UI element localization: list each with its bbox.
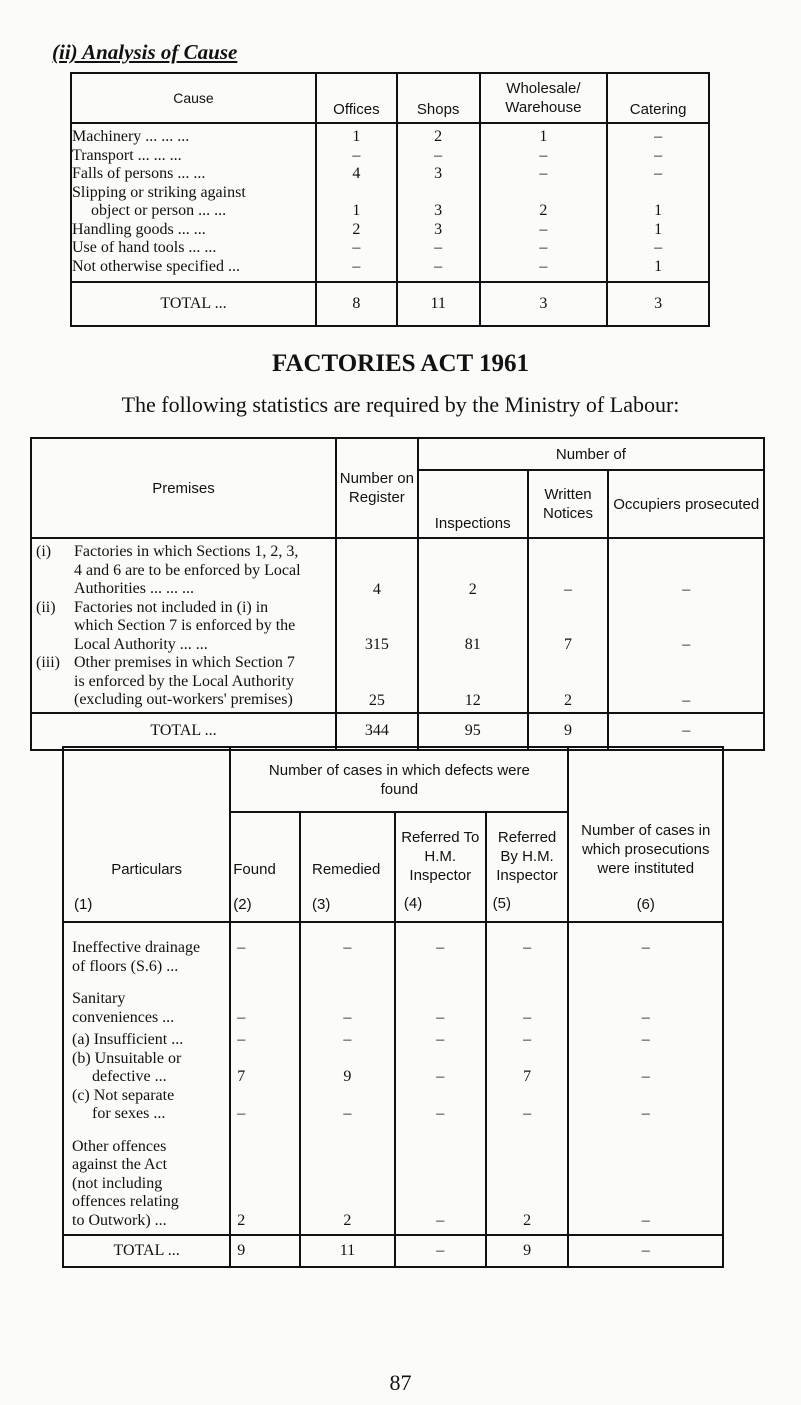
cell: – xyxy=(568,1087,723,1124)
row-text: Sanitary xyxy=(72,990,126,1007)
cell: 12 xyxy=(418,654,528,713)
row-text: for sexes ... xyxy=(92,1105,166,1122)
cell: – xyxy=(480,165,608,184)
cell: – xyxy=(395,1235,486,1267)
cell: – xyxy=(300,976,395,1027)
row-text: (a) Insufficient ... xyxy=(72,1031,184,1048)
col-offices: Offices xyxy=(316,73,397,123)
col-group-defects: Number of cases in which defects were found xyxy=(230,747,568,812)
cell xyxy=(607,184,709,203)
col-particulars xyxy=(63,747,230,922)
cell: 2 xyxy=(486,1124,569,1236)
cell: – xyxy=(230,1087,300,1124)
col-number: (3) xyxy=(312,896,331,913)
cell: – xyxy=(395,939,486,976)
cell: – xyxy=(395,976,486,1027)
row-text: Other premises in which Section 7 xyxy=(74,654,295,671)
cell: 11 xyxy=(300,1235,395,1267)
cell: 2 xyxy=(480,202,608,221)
defects-row xyxy=(63,1124,723,1236)
cause-header-row xyxy=(71,73,709,123)
col-number: (4) xyxy=(403,895,423,912)
row-text: Factories in which Sections 1, 2, 3, xyxy=(74,543,299,560)
cell: – xyxy=(395,1087,486,1124)
premises-row xyxy=(31,538,764,599)
cell: 2 xyxy=(397,128,480,147)
cell: – xyxy=(480,258,608,277)
cell: – xyxy=(395,1124,486,1236)
col-shops: Shops xyxy=(397,73,480,123)
cell: 3 xyxy=(397,221,480,240)
row-text: which Section 7 is enforced by the xyxy=(74,617,296,634)
cause-total-row xyxy=(71,282,709,326)
cell: – xyxy=(528,538,609,599)
cell: – xyxy=(568,939,723,976)
row-text: is enforced by the Local Authority xyxy=(74,672,294,690)
cause-row xyxy=(71,239,709,258)
total-label: TOTAL ... xyxy=(63,1235,230,1267)
cell: 1 xyxy=(607,258,709,277)
cause-label: object or person ... ... xyxy=(71,202,316,221)
cell: – xyxy=(486,1087,569,1124)
row-number: (ii) xyxy=(36,598,56,616)
row-text: offences relating xyxy=(72,1193,179,1210)
cause-row xyxy=(71,147,709,166)
cell: 1 xyxy=(607,221,709,240)
prosecutions-label: Number of cases in which prosecutions were instituted xyxy=(581,822,711,877)
col-register: Number on Register xyxy=(336,438,418,538)
referred-to-label: Referred To H.M. Inspector xyxy=(401,829,480,884)
cell: 1 xyxy=(316,128,397,147)
cell: – xyxy=(568,1027,723,1050)
cell: – xyxy=(480,147,608,166)
cell: 7 xyxy=(528,599,609,655)
cell: 4 xyxy=(336,538,418,599)
cell: 7 xyxy=(230,1050,300,1087)
defects-row xyxy=(63,1027,723,1050)
cell: 1 xyxy=(480,128,608,147)
cell: 3 xyxy=(480,282,608,326)
total-label: TOTAL ... xyxy=(31,713,336,750)
cell: 2 xyxy=(230,1124,300,1236)
row-text: (b) Unsuitable or xyxy=(72,1049,182,1067)
cell: – xyxy=(300,939,395,976)
factories-act-subtitle: The following statistics are required by the Ministry of Labour: xyxy=(121,392,680,417)
cell: 2 xyxy=(528,654,609,713)
cell: 4 xyxy=(316,165,397,184)
row-text: conveniences ... xyxy=(72,1008,175,1026)
found-label: Found xyxy=(233,861,276,878)
defects-row xyxy=(63,1087,723,1124)
cell: – xyxy=(607,147,709,166)
remedied-label: Remedied xyxy=(312,861,381,878)
defects-row xyxy=(63,1050,723,1087)
col-occupiers-prosecuted: Occupiers prosecuted xyxy=(608,470,764,538)
cell xyxy=(316,184,397,203)
col-wholesale: Wholesale/ Warehouse xyxy=(480,73,608,123)
cell: – xyxy=(397,239,480,258)
cell: – xyxy=(397,258,480,277)
cell: 8 xyxy=(316,282,397,326)
col-number: (6) xyxy=(636,896,655,913)
row-text: (c) Not separate xyxy=(72,1086,175,1104)
cell: 9 xyxy=(230,1235,300,1267)
cell: – xyxy=(395,1027,486,1050)
defects-total-row xyxy=(63,1235,723,1267)
row-text: Authorities ... ... ... xyxy=(74,580,194,597)
col-cause: Cause xyxy=(71,73,316,123)
col-remedied xyxy=(300,812,395,922)
cell: 2 xyxy=(418,538,528,599)
col-number-of: Number of xyxy=(418,438,764,470)
factories-act-title: FACTORIES ACT 1961 xyxy=(271,350,529,377)
cell: 81 xyxy=(418,599,528,655)
cell: – xyxy=(608,713,764,750)
cause-row xyxy=(71,184,709,203)
row-number: (iii) xyxy=(36,654,60,671)
cell: 7 xyxy=(486,1050,569,1087)
cause-label: Falls of persons ... ... xyxy=(71,165,316,184)
cell: 344 xyxy=(336,713,418,750)
cell xyxy=(480,184,608,203)
cause-label: Use of hand tools ... ... xyxy=(71,239,316,258)
cause-label: Slipping or striking against xyxy=(71,184,316,203)
cause-row xyxy=(71,202,709,221)
section-heading: (ii) Analysis of Cause xyxy=(52,40,238,64)
defects-table xyxy=(62,746,724,1268)
defects-row xyxy=(63,939,723,976)
col-premises: Premises xyxy=(31,438,336,538)
cause-row xyxy=(71,165,709,184)
cell: 95 xyxy=(418,713,528,750)
cell: 3 xyxy=(397,165,480,184)
cell: 9 xyxy=(486,1235,569,1267)
cause-row xyxy=(71,258,709,277)
premises-total-row xyxy=(31,713,764,750)
cause-row xyxy=(71,221,709,240)
cell: – xyxy=(607,239,709,258)
cell: 3 xyxy=(607,282,709,326)
cause-row xyxy=(71,128,709,147)
cell xyxy=(397,184,480,203)
row-text: to Outwork) ... xyxy=(72,1211,167,1229)
col-number: (1) xyxy=(74,896,93,913)
premises-row xyxy=(31,599,764,655)
cell: – xyxy=(608,599,764,655)
row-text: Local Authority ... ... xyxy=(74,635,208,653)
cell: – xyxy=(480,221,608,240)
cell: – xyxy=(486,976,569,1027)
cell: – xyxy=(608,654,764,713)
cell: – xyxy=(486,939,569,976)
col-catering: Catering xyxy=(607,73,709,123)
row-text: defective ... xyxy=(92,1068,167,1085)
premises-row xyxy=(31,654,764,713)
total-label: TOTAL ... xyxy=(71,282,316,326)
col-found xyxy=(230,812,300,922)
cell: – xyxy=(395,1050,486,1087)
cell: – xyxy=(480,239,608,258)
cell: – xyxy=(568,1124,723,1236)
cell: – xyxy=(316,258,397,277)
cell: – xyxy=(230,1027,300,1050)
col-inspections: Inspections xyxy=(418,470,528,538)
cell: 25 xyxy=(336,654,418,713)
cell: 2 xyxy=(316,221,397,240)
cell: – xyxy=(316,147,397,166)
cell: 2 xyxy=(300,1124,395,1236)
cell: – xyxy=(230,939,300,976)
cell: – xyxy=(230,976,300,1027)
cell: – xyxy=(316,239,397,258)
cell: 3 xyxy=(397,202,480,221)
row-text: against the Act xyxy=(72,1156,168,1173)
cell: – xyxy=(568,1050,723,1087)
cell: – xyxy=(486,1027,569,1050)
row-text: of floors (S.6) ... xyxy=(72,957,179,975)
row-text: 4 and 6 are to be enforced by Local xyxy=(74,561,301,579)
defects-row xyxy=(63,976,723,1027)
col-number: (2) xyxy=(233,896,252,913)
cell: – xyxy=(397,147,480,166)
cell: 1 xyxy=(316,202,397,221)
row-text: Other offences xyxy=(72,1137,167,1155)
cell: – xyxy=(608,538,764,599)
col-prosecutions xyxy=(568,747,723,922)
col-referred-to xyxy=(395,812,486,922)
cell: 315 xyxy=(336,599,418,655)
row-text: Ineffective drainage xyxy=(72,939,201,956)
cell: 11 xyxy=(397,282,480,326)
cell: – xyxy=(607,165,709,184)
row-text: Factories not included in (i) in xyxy=(74,598,269,616)
referred-by-label: Referred By H.M. Inspector xyxy=(496,829,558,884)
cause-label: Not otherwise specified ... xyxy=(71,258,316,277)
cell: 1 xyxy=(607,202,709,221)
particulars-label: Particulars xyxy=(111,861,183,878)
col-written-notices: Written Notices xyxy=(528,470,609,538)
cause-label: Transport ... ... ... xyxy=(71,147,316,166)
cause-label: Machinery ... ... ... xyxy=(71,128,316,147)
row-text: (excluding out-workers' premises) xyxy=(74,691,293,708)
row-text: (not including xyxy=(72,1174,163,1192)
premises-table xyxy=(30,437,765,751)
cell: – xyxy=(568,1235,723,1267)
col-number: (5) xyxy=(492,895,511,912)
cell: – xyxy=(300,1027,395,1050)
cell: – xyxy=(607,128,709,147)
page-number: 87 xyxy=(389,1370,412,1395)
row-number: (i) xyxy=(36,543,52,560)
cell: – xyxy=(300,1087,395,1124)
cell: 9 xyxy=(528,713,609,750)
cause-table xyxy=(70,72,710,327)
cell: 9 xyxy=(300,1050,395,1087)
col-referred-by xyxy=(486,812,569,922)
cause-label: Handling goods ... ... xyxy=(71,221,316,240)
cell: – xyxy=(568,976,723,1027)
